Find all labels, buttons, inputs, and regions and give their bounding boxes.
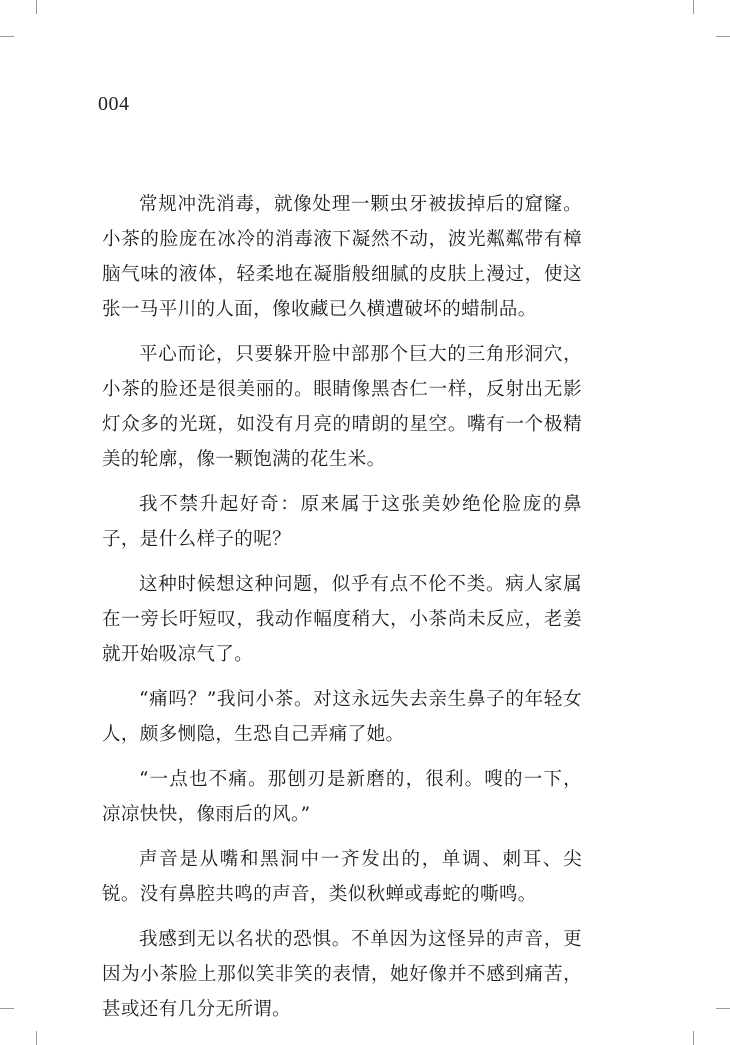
- paragraph: 我不禁升起好奇：原来属于这张美妙绝伦脸庞的鼻子，是什么样子的呢？: [102, 494, 582, 550]
- paragraph: 这种时候想这种问题，似乎有点不伦不类。病人家属在一旁长吁短叹，我动作幅度稍大，小茶尚未反应，老姜就开始吸凉气了。: [102, 574, 582, 665]
- crop-mark-bottom-left: [36, 1031, 37, 1045]
- paragraph: “痛吗？”我问小茶。对这永远失去亲生鼻子的年轻女人，颇多恻隐，生恐自己弄痛了她。: [102, 689, 582, 745]
- paragraph: “一点也不痛。那刨刃是新磨的，很利。嗖的一下，凉凉快快，像雨后的风。”: [102, 769, 582, 825]
- body-text: [102, 187, 582, 1037]
- crop-mark-bottom-left: [0, 1008, 14, 1009]
- page-number: 004: [98, 93, 130, 115]
- crop-mark-top-right: [693, 0, 694, 14]
- paragraph: 常规冲洗消毒，就像处理一颗虫牙被拔掉后的窟窿。小茶的脸庞在冰冷的消毒液下凝然不动，波光粼粼带有樟脑气味的液体，轻柔地在凝脂般细腻的皮肤上漫过，使这张一马平川的人面，像收藏已久横遭破坏的蜡制品。: [102, 194, 582, 320]
- crop-mark-top-left: [36, 0, 37, 14]
- crop-mark-top-left: [0, 36, 14, 37]
- crop-mark-top-right: [716, 36, 730, 37]
- crop-mark-bottom-right: [716, 1008, 730, 1009]
- paragraph: 我感到无以名状的恐惧。不单因为这怪异的声音，更因为小茶脸上那似笑非笑的表情，她好像并不感到痛苦，甚或还有几分无所谓。: [102, 929, 582, 1020]
- crop-mark-bottom-right: [693, 1031, 694, 1045]
- paragraph: 平心而论，只要躲开脸中部那个巨大的三角形洞穴，小茶的脸还是很美丽的。眼睛像黑杏仁一样，反射出无影灯众多的光斑，如没有月亮的晴朗的星空。嘴有一个极精美的轮廓，像一颗饱满的花生米。: [102, 344, 582, 470]
- paragraph: 声音是从嘴和黑洞中一齐发出的，单调、刺耳、尖锐。没有鼻腔共鸣的声音，类似秋蝉或毒蛇的嘶鸣。: [102, 849, 582, 905]
